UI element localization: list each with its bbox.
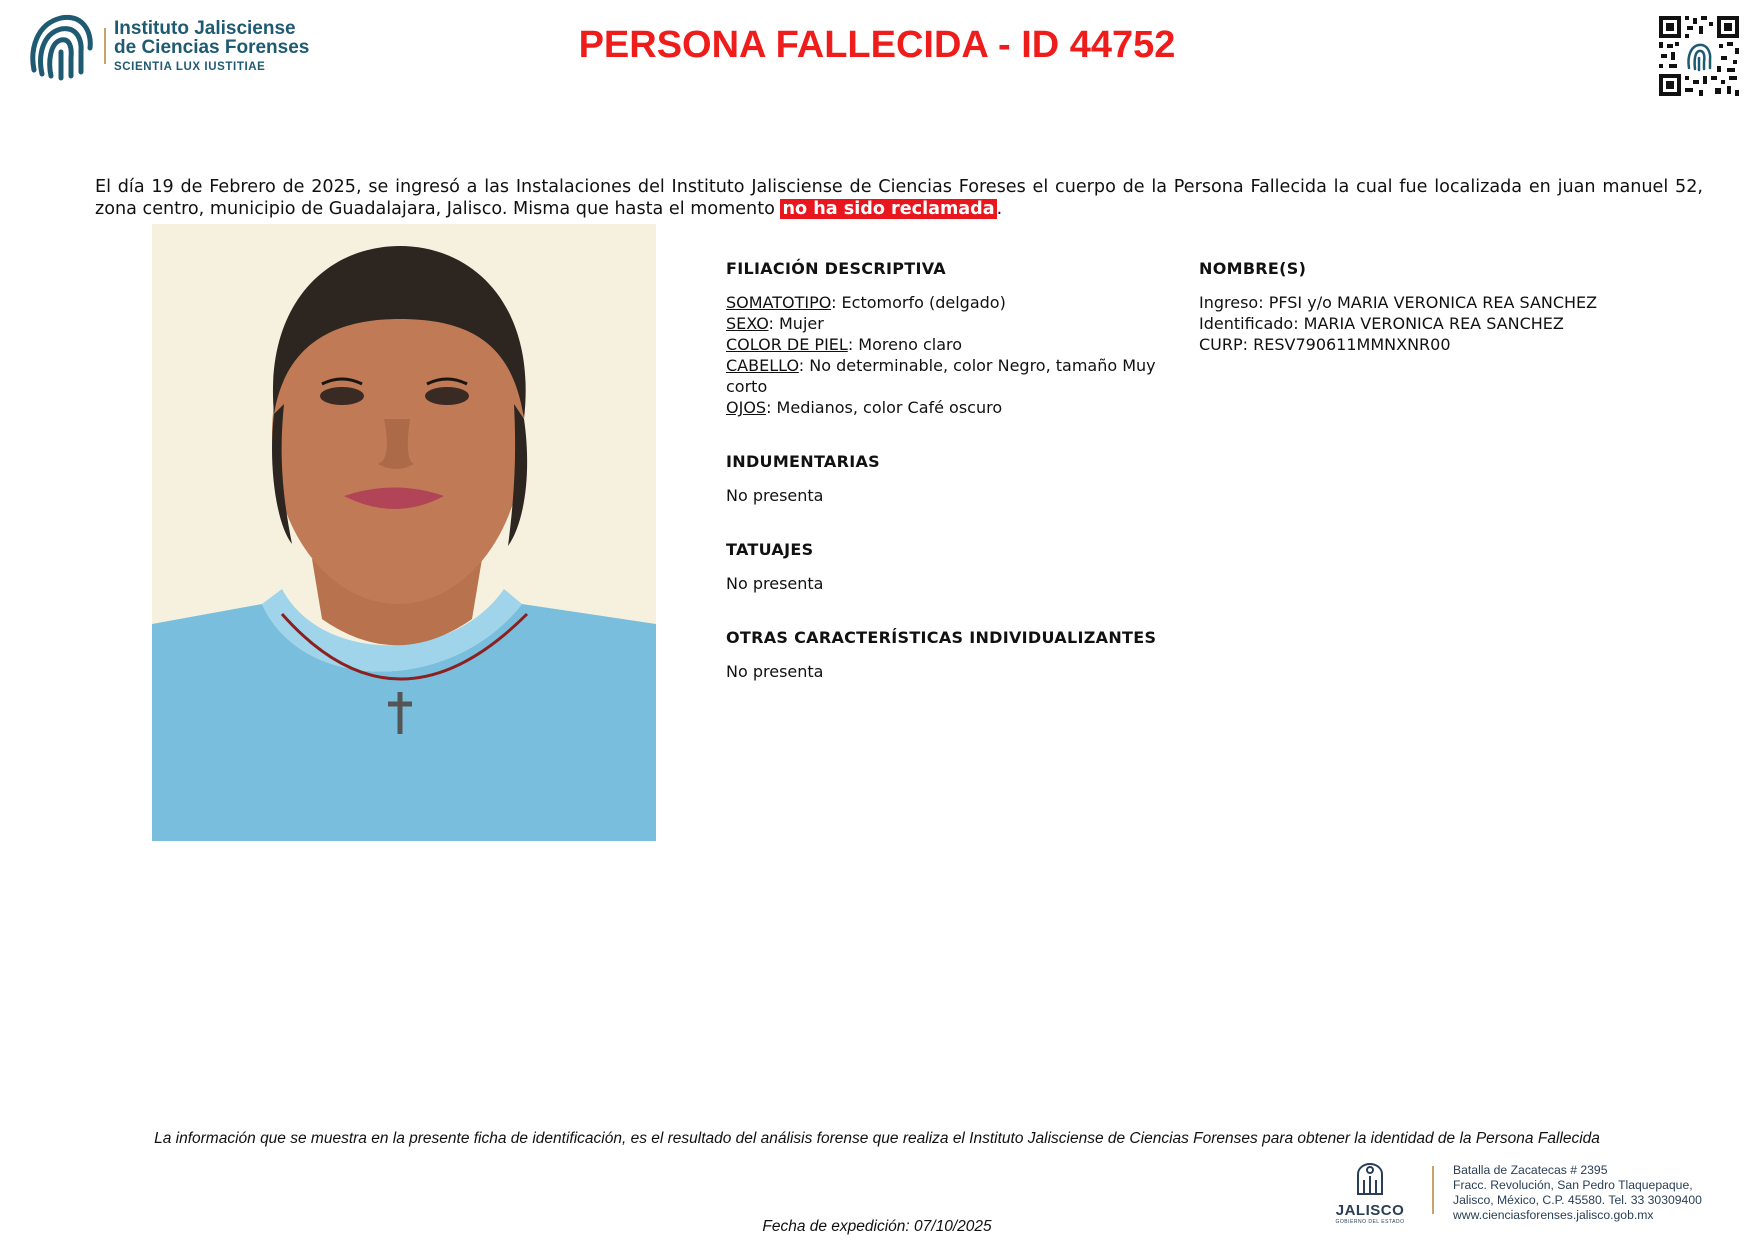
somatotipo-label: SOMATOTIPO: [726, 293, 832, 312]
cabello-label: CABELLO: [726, 356, 799, 375]
status-badge: no ha sido reclamada: [782, 198, 995, 219]
jalisco-name: JALISCO: [1335, 1202, 1405, 1219]
institute-address: [1453, 1163, 1753, 1223]
description-column: [726, 259, 1196, 716]
intro-paragraph: [95, 176, 1703, 220]
indumentarias-value: No presenta: [726, 486, 824, 505]
cabello-row: [726, 355, 1196, 397]
sexo-label: SEXO: [726, 314, 769, 333]
intro-text: El día 19 de Febrero de 2025, se ingresó a las Instalaciones del Instituto Jalisciense de Ciencias Foreses el cuerpo de la Persona Fallecida la cual fue localizada en juan manuel 52, zona centro, municipio de Guadalajara, Jalisco. Misma que hasta el momento: [95, 176, 1703, 219]
intro-end: .: [996, 198, 1003, 219]
qr-code-icon[interactable]: [1657, 14, 1741, 98]
indumentarias-section: [726, 452, 1196, 506]
ojos-row: [726, 397, 1196, 418]
color-piel-label: COLOR DE PIEL: [726, 335, 848, 354]
filiacion-title: FILIACIÓN DESCRIPTIVA: [726, 259, 946, 278]
jalisco-crest-icon: [1350, 1160, 1390, 1198]
disclaimer-text: La información que se muestra en la presente ficha de identificación, es el resultado del análisis forense que realiza el Instituto Jalisciense de Ciencias Forenses para obtener la identidad de la Persona Fallecida: [154, 1130, 1600, 1147]
curp: CURP: RESV790611MMNXNR00: [1199, 335, 1451, 354]
footer-separator: [1432, 1166, 1434, 1214]
address-line: Batalla de Zacatecas # 2395: [1453, 1163, 1608, 1177]
otras-section: [726, 628, 1196, 682]
institute-name-line1: Instituto Jalisciense: [114, 17, 296, 39]
jalisco-subtitle: GOBIERNO DEL ESTADO: [1335, 1219, 1405, 1225]
address-line: Jalisco, México, C.P. 45580. Tel. 33 30309400: [1453, 1193, 1702, 1207]
ingreso-name: Ingreso: PFSI y/o MARIA VERONICA REA SANCHEZ: [1199, 293, 1598, 312]
sexo-value: : Mujer: [768, 314, 824, 333]
cabello-value: : No determinable, color Negro, tamaño Muy corto: [726, 356, 1156, 396]
identificado-name: Identificado: MARIA VERONICA REA SANCHEZ: [1199, 314, 1564, 333]
somatotipo-row: [726, 292, 1196, 313]
somatotipo-value: : Ectomorfo (delgado): [831, 293, 1006, 312]
tatuajes-title: TATUAJES: [726, 540, 814, 559]
filiacion-section: [726, 259, 1196, 418]
address-line: Fracc. Revolución, San Pedro Tlaquepaque,: [1453, 1178, 1693, 1192]
otras-value: No presenta: [726, 662, 824, 681]
issue-date: Fecha de expedición: 07/10/2025: [762, 1218, 992, 1235]
tatuajes-section: [726, 540, 1196, 594]
institute-name-line2: de Ciencias Forenses: [114, 37, 310, 59]
institute-motto: SCIENTIA LUX IUSTITIAE: [114, 61, 266, 74]
color-piel-value: : Moreno claro: [847, 335, 963, 354]
person-photo: [152, 224, 656, 841]
page-title: PERSONA FALLECIDA - ID 44752: [578, 24, 1176, 66]
nombres-title: NOMBRE(S): [1199, 259, 1307, 278]
website-link[interactable]: www.cienciasforenses.jalisco.gob.mx: [1453, 1208, 1654, 1222]
names-column: [1199, 259, 1699, 355]
color-piel-row: [726, 334, 1196, 355]
tatuajes-value: No presenta: [726, 574, 824, 593]
otras-title: OTRAS CARACTERÍSTICAS INDIVIDUALIZANTES: [726, 628, 1157, 647]
indumentarias-title: INDUMENTARIAS: [726, 452, 880, 471]
ojos-label: OJOS: [726, 398, 767, 417]
sexo-row: [726, 313, 1196, 334]
ojos-value: : Medianos, color Café oscuro: [766, 398, 1003, 417]
